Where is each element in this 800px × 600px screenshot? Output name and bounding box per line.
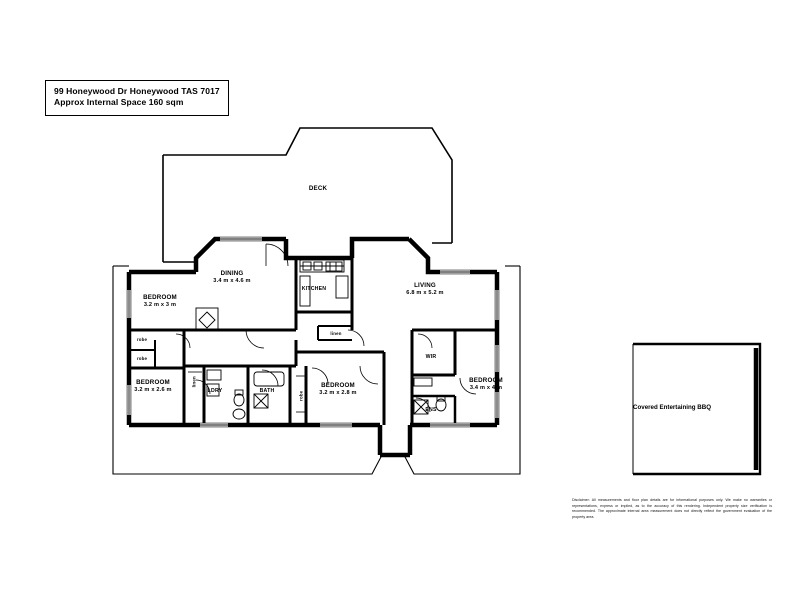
room-label-linen-closet: linen [191,376,197,388]
plan-title-box [45,80,229,116]
disclaimer-text: Disclaimer: All measurements and floor plan details are for informational purposes only. We make no warranties or representations, express or implied, as to the accuracy of this rendering. Independent property size verification is recommended. The approximate internal area measurement does not directly reflect the government evaluation of the property area. [572,498,772,519]
room-label-robe-1: robe [136,337,148,342]
covered-entertaining-bbq-label: Covered Entertaining BBQ [633,404,712,411]
room-label-bedroom-3: BEDROOM 3.2 m x 2.8 m [319,382,357,396]
room-label-living: LIVING 6.8 m x 5.2 m [406,282,444,296]
room-label-robe-2: robe [136,356,148,361]
room-label-bath: BATH [259,388,275,394]
room-label-bedroom-2: BEDROOM 3.2 m x 2.6 m [134,379,172,393]
room-label-laundry: LDRY [207,388,223,394]
room-label-ensuite: ENS [425,407,437,413]
room-label-bedroom-4: BEDROOM 3.4 m x 4 m [469,377,503,391]
room-label-robe-3: robe [298,390,304,401]
plan-walls [113,128,760,474]
room-label-deck: DECK [308,185,328,192]
room-label-kitchen: KITCHEN [301,286,327,292]
room-label-dining: DINING 3.4 m x 4.6 m [213,270,251,284]
property-address: 99 Honeywood Dr Honeywood TAS 7017 [54,86,220,96]
room-label-wir: WIR [425,354,437,360]
property-area: Approx Internal Space 160 sqm [54,97,184,108]
room-label-bedroom-1: BEDROOM 3.2 m x 3 m [143,294,177,308]
room-label-linen-hall: linen [330,331,342,336]
